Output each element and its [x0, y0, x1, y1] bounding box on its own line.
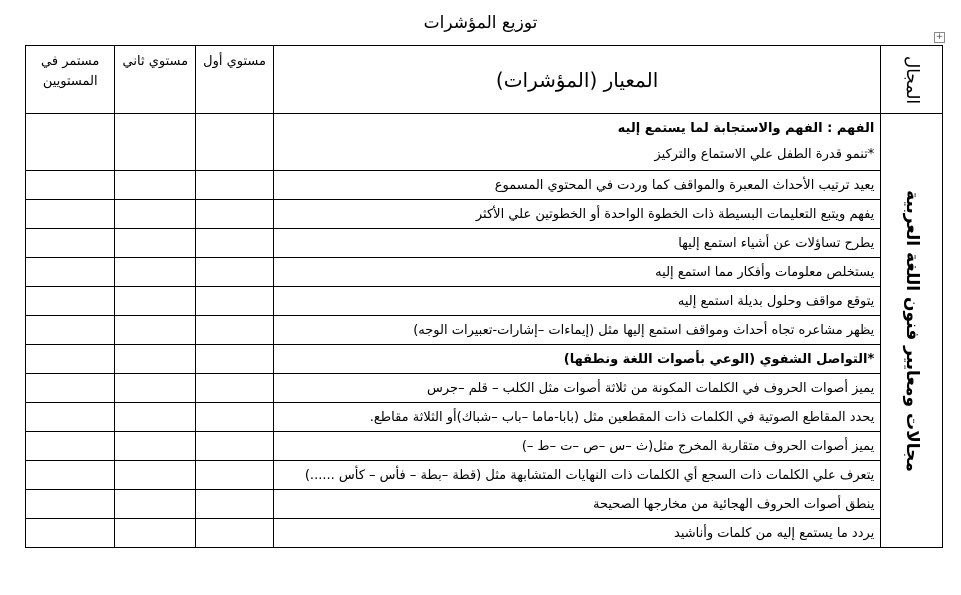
table-row — [26, 519, 943, 548]
domain-cell — [881, 114, 943, 548]
criterion-cell: يستخلص معلومات وأفكار مما استمع إليه — [273, 258, 880, 287]
continuing-header: مستمر في المستويين — [26, 46, 115, 114]
indicators-table — [25, 45, 943, 548]
level1-cell[interactable] — [196, 519, 274, 548]
level2-cell[interactable] — [115, 432, 196, 461]
level1-cell[interactable] — [196, 258, 274, 287]
criterion-cell: يميز أصوات الحروف متقاربة المخرج مثل(ث –س –ص –ت –ط –) — [273, 432, 880, 461]
continuing-cell[interactable] — [26, 287, 115, 316]
domain-header — [881, 46, 943, 114]
level2-cell[interactable] — [115, 345, 196, 374]
level2-cell[interactable] — [115, 200, 196, 229]
criterion-header: المعيار (المؤشرات) — [273, 46, 880, 114]
table-row — [26, 114, 943, 171]
criterion-cell: يتوقع مواقف وحلول بديلة استمع إليه — [273, 287, 880, 316]
criterion-cell: يردد ما يستمع إليه من كلمات وأناشيد — [273, 519, 880, 548]
criterion-cell: يعيد ترتيب الأحداث المعبرة والمواقف كما وردت في المحتوي المسموع — [273, 171, 880, 200]
level1-cell[interactable] — [196, 432, 274, 461]
criterion-cell — [273, 114, 880, 171]
level2-cell[interactable] — [115, 374, 196, 403]
continuing-cell[interactable] — [26, 316, 115, 345]
table-row — [26, 171, 943, 200]
level2-cell[interactable] — [115, 114, 196, 171]
table-row — [26, 403, 943, 432]
level1-cell[interactable] — [196, 374, 274, 403]
level1-cell[interactable] — [196, 114, 274, 171]
criterion-cell: يتعرف علي الكلمات ذات السجع أي الكلمات ذات النهايات المتشابهة مثل (قطة –بطة – فأس – كأس ......) — [273, 461, 880, 490]
criterion-cell: يظهر مشاعره تجاه أحداث ومواقف استمع إليها مثل (إيماءات –إشارات-تعبيرات الوجه) — [273, 316, 880, 345]
table-row — [26, 374, 943, 403]
header-row — [26, 46, 943, 114]
level2-header: مستوي ثاني — [115, 46, 196, 114]
continuing-cell[interactable] — [26, 200, 115, 229]
continuing-cell[interactable] — [26, 403, 115, 432]
criterion-cell: يميز أصوات الحروف في الكلمات المكونة من ثلاثة أصوات مثل الكلب – قلم –جرس — [273, 374, 880, 403]
level2-cell[interactable] — [115, 519, 196, 548]
continuing-cell[interactable] — [26, 374, 115, 403]
table-row — [26, 490, 943, 519]
continuing-cell[interactable] — [26, 229, 115, 258]
table-row — [26, 461, 943, 490]
continuing-cell[interactable] — [26, 432, 115, 461]
continuing-cell[interactable] — [26, 490, 115, 519]
continuing-cell[interactable] — [26, 258, 115, 287]
criterion-cell: يحدد المقاطع الصوتية في الكلمات ذات المقطعين مثل (بابا-ماما –باب –شباك)أو الثلاثة مقاطع. — [273, 403, 880, 432]
level2-cell[interactable] — [115, 403, 196, 432]
level1-cell[interactable] — [196, 229, 274, 258]
table-row — [26, 287, 943, 316]
level1-cell[interactable] — [196, 287, 274, 316]
table-move-handle-icon[interactable]: + — [935, 32, 944, 42]
table-row — [26, 229, 943, 258]
table-row — [26, 258, 943, 287]
domain-label: مجالات ومعايير فنون اللغة العربية — [901, 189, 922, 472]
level2-cell[interactable] — [115, 461, 196, 490]
level1-cell[interactable] — [196, 345, 274, 374]
level2-cell[interactable] — [115, 287, 196, 316]
continuing-cell[interactable] — [26, 461, 115, 490]
level1-cell[interactable] — [196, 490, 274, 519]
page-title: توزيع المؤشرات — [423, 13, 538, 33]
level2-cell[interactable] — [115, 258, 196, 287]
level1-cell[interactable] — [196, 316, 274, 345]
level1-header: مستوي أول — [196, 46, 274, 114]
level2-cell[interactable] — [115, 490, 196, 519]
level1-cell[interactable] — [196, 171, 274, 200]
criterion-cell: ينطق أصوات الحروف الهجائية من مخارجها الصحيحة — [273, 490, 880, 519]
continuing-cell[interactable] — [26, 171, 115, 200]
table-row — [26, 345, 943, 374]
criterion-cell: يفهم ويتبع التعليمات البسيطة ذات الخطوة الواحدة أو الخطوتين علي الأكثر — [273, 200, 880, 229]
criterion-subheading: *تنمو قدرة الطفل علي الاستماع والتركيز — [654, 147, 875, 162]
continuing-cell[interactable] — [26, 519, 115, 548]
table-row — [26, 432, 943, 461]
table-row — [26, 200, 943, 229]
level1-cell[interactable] — [196, 461, 274, 490]
level1-cell[interactable] — [196, 200, 274, 229]
criterion-cell: يطرح تساؤلات عن أشياء استمع إليها — [273, 229, 880, 258]
continuing-cell[interactable] — [26, 114, 115, 171]
domain-header-label: المجال — [901, 55, 922, 104]
continuing-cell[interactable] — [26, 345, 115, 374]
criterion-cell: *التواصل الشفوي (الوعي بأصوات اللغة ونطقها) — [273, 345, 880, 374]
table-row — [26, 316, 943, 345]
criterion-heading: الفهم : الفهم والاستجابة لما يستمع إليه — [617, 121, 875, 136]
level2-cell[interactable] — [115, 316, 196, 345]
level2-cell[interactable] — [115, 171, 196, 200]
level2-cell[interactable] — [115, 229, 196, 258]
level1-cell[interactable] — [196, 403, 274, 432]
